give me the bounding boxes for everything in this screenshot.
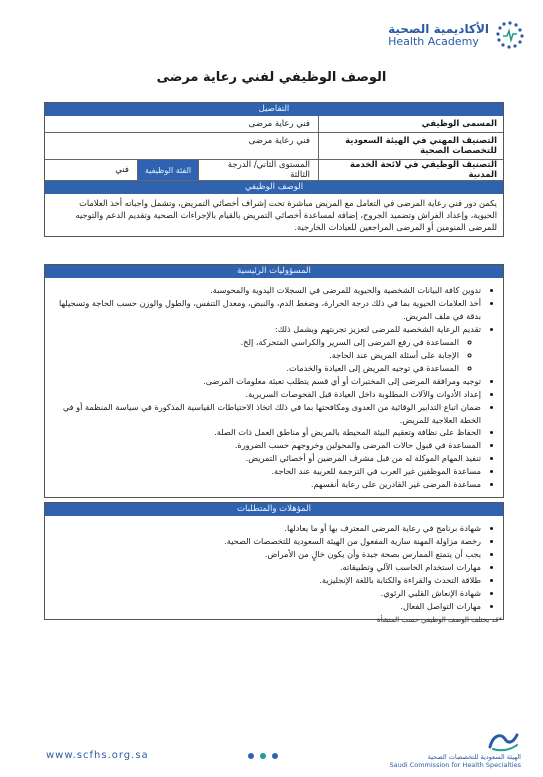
- qualifications-header: المؤهلات والمتطلبات: [45, 503, 503, 516]
- list-item: • الحفاظ على نظافة وتعقيم البيئة المحيطة بالمريض أو مناطق العمل ذات الصلة.: [53, 426, 481, 439]
- org-arabic-name: الهيئة السعودية للتخصصات الصحية: [427, 753, 521, 761]
- details-table: [44, 102, 504, 237]
- responsibilities-header: المسؤوليات الرئيسية: [45, 265, 503, 278]
- logo-english-text: Health Academy: [388, 34, 479, 48]
- qualifications-list: [45, 516, 503, 619]
- personal-care-sublist: [53, 336, 481, 375]
- list-item: • رخصة مزاولة المهنة سارية المفعول من الهيئة السعودية للتخصصات الصحية.: [53, 535, 481, 548]
- dot-icon: [248, 753, 254, 759]
- list-item: • مهارات التواصل الفعال.: [53, 600, 481, 613]
- detail-row-job-title: [45, 116, 503, 132]
- scfhs-icon: [487, 729, 521, 753]
- detail-row-civil-grade: [45, 159, 503, 180]
- list-item: • إعداد الأدوات والآلات المطلوبة داخل العيادة قبل الفحوصات السريرية.: [53, 388, 481, 401]
- detail-label: التصنيف المهني في الهيئة السعودية للتخصصات الصحية: [318, 133, 503, 159]
- list-item: • طلاقة التحدث والقراءة والكتابة باللغة الإنجليزية.: [53, 574, 481, 587]
- footnote: *قد يختلف الوصف الوظيفي حسب المنشأة: [376, 616, 502, 624]
- summary-header: الوصف الوظيفي: [45, 180, 503, 194]
- page-dots: [248, 753, 278, 759]
- health-academy-icon: [495, 20, 525, 50]
- civil-grade-value: المستوى الثاني/ الدرجة الثالثة: [198, 160, 318, 180]
- list-item: • تنفيذ المهام الموكلة له من قبل مشرف المرضين أو أخصائي التمريض.: [53, 452, 481, 465]
- list-item: • مساعدة المرضى غير القادرين على رعاية أنفسهم.: [53, 478, 481, 491]
- list-item: • شهادة برنامج في رعاية المرضى المعترف بها أو ما يعادلها.: [53, 522, 481, 535]
- category-value: فني: [115, 165, 129, 175]
- responsibilities-section: [44, 264, 504, 498]
- list-item-text: تقديم الرعاية الشخصية للمرضى لتعزيز تجربتهم ويشمل ذلك:: [274, 323, 481, 334]
- details-header: التفاصيل: [45, 103, 503, 116]
- health-academy-logo: [388, 20, 525, 50]
- detail-label: التصنيف الوظيفي في لائحة الخدمة المدنية: [318, 160, 503, 180]
- sublist-item: ◦ الإجابة على أسئلة المريض عند الحاجة.: [53, 349, 459, 362]
- list-item: • مساعدة الموظفين غير العرب في الترجمة للعربية عند الحاجة.: [53, 465, 481, 478]
- dot-icon: [272, 753, 278, 759]
- list-item: [53, 323, 481, 375]
- website-url[interactable]: www.scfhs.org.sa: [46, 750, 149, 761]
- list-item: • توجيه ومرافقة المرضى إلى المختبرات أو أي قسم يتطلب تعبئة معلومات المرضى.: [53, 375, 481, 388]
- detail-value: فني رعاية مرضى: [248, 136, 310, 146]
- detail-value: فني رعاية مرضى: [248, 119, 310, 129]
- logo-arabic-text: الأكاديمية الصحية: [388, 21, 489, 36]
- document-title: الوصف الوظيفي لفني رعاية مرضى: [156, 70, 387, 85]
- list-item: • أخذ العلامات الحيوية بما في ذلك درجة الحرارة، وضغط الدم، والنبض، ومعدل التنفس، والطول والوزن حسب الحاجة وتسجيلها بدقة في ملف المريض.: [53, 297, 481, 323]
- list-item: • ضمان اتباع التدابير الوقائية من العدوى ومكافحتها بما في ذلك اتخاذ الاحتياطات القياسية المذكورة في سياسة المنظمة أو في الخطة العلاجية للمريض.: [53, 401, 481, 427]
- list-item: • المساعدة في قبول حالات المرضى والمحولين وخروجهم حسب الضرورة.: [53, 439, 481, 452]
- detail-row-classification: [45, 132, 503, 159]
- list-item: • يجب أن يتمتع الممارس بصحة جيدة وأن يكون خالٍ من الأمراض.: [53, 548, 481, 561]
- list-item: • شهادة الإنعاش القلبي الرئوي.: [53, 587, 481, 600]
- sublist-item: ◦ المساعدة في توجيه المريض إلى العيادة والخدمات.: [53, 362, 459, 375]
- scfhs-logo: [389, 729, 521, 769]
- qualifications-section: [44, 502, 504, 620]
- list-item: • مهارات استخدام الحاسب الآلي وتطبيقاته.: [53, 561, 481, 574]
- category-label: الفئة الوظيفية: [137, 160, 198, 180]
- detail-label: المسمى الوظيفي: [318, 116, 503, 132]
- responsibilities-list: [45, 278, 503, 497]
- list-item: • تدوين كافة البيانات الشخصية والحيوية للمرضى في السجلات اليدوية والمحوسبة.: [53, 284, 481, 297]
- sublist-item: ◦ المساعدة في رفع المرضى إلى السرير والكراسي المتحركة، إلخ.: [53, 336, 459, 349]
- summary-text: يكمن دور فني رعاية المرضى في التعامل مع المريض مباشرة تحت إشراف أخصائي التمريض، وتشمل واجباته أخذ العلامات الحيوية، وإعداد الفراش وتضميد الجروح، إضافة لمساعدة أخصائي التمريض بالقيام بالإجراءات الصحية وتقديم الدعم والتوجيه للمرضى المنومين أو المرضى المراجعين للعيادات الخارجية.: [75, 198, 497, 233]
- dot-icon: [260, 753, 266, 759]
- org-english-name: Saudi Commission for Health Specialties: [389, 761, 521, 769]
